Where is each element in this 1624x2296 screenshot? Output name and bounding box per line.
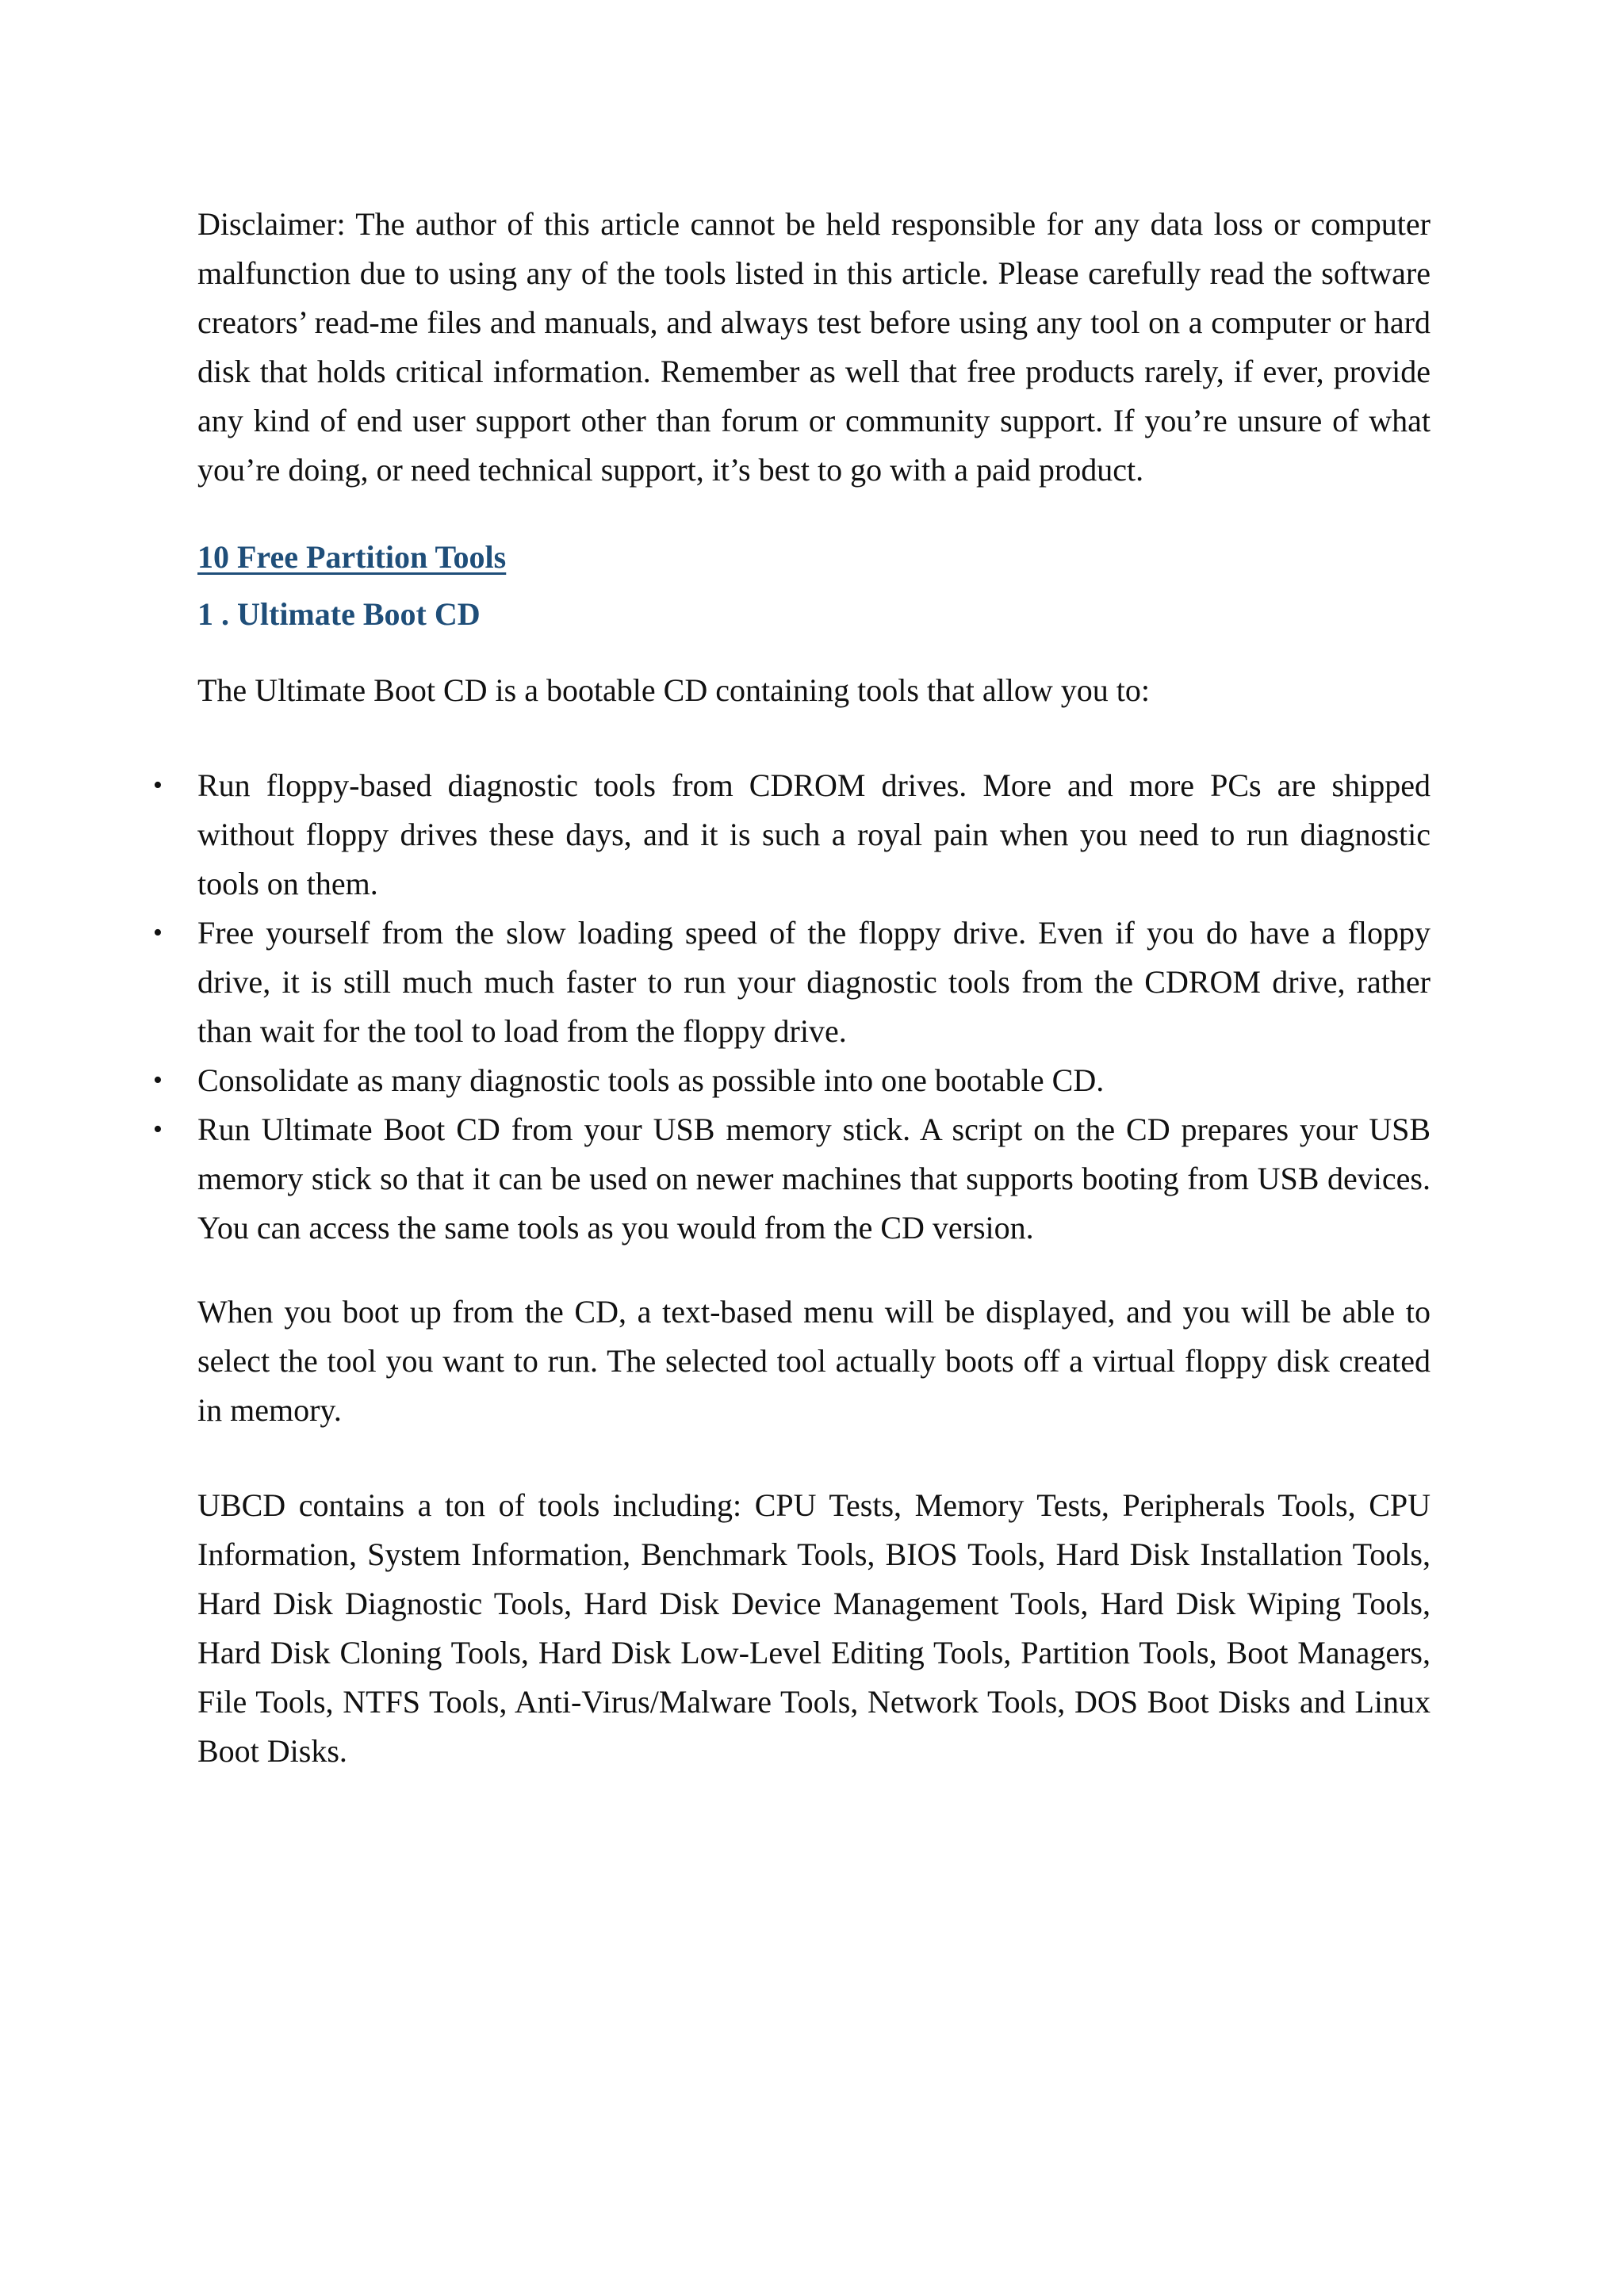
- ubcd-tools-paragraph: UBCD contains a ton of tools including: CPU Tests, Memory Tests, Peripherals Tools, CPU Information, System Information, Benchmark Tools, BIOS Tools, Hard Disk Installation Tools, Hard Disk Diagnostic Tools, Hard Disk Device Management Tools, Hard Disk Wiping Tools, Hard Disk Cloning Tools, Hard Disk Low-Level Editing Tools, Partition Tools, Boot Managers, File Tools, NTFS Tools, Anti-Virus/Malware Tools, Network Tools, DOS Boot Disks and Linux Boot Disks.: [197, 1487, 1431, 1769]
- section-title-link[interactable]: 10 Free Partition Tools: [197, 539, 507, 575]
- list-item-text: Run Ultimate Boot CD from your USB memory stick. A script on the CD prepares your USB memory stick so that it can be used on newer machines that supports booting from USB devices. You can access the same tools as you would from the CD version.: [197, 1112, 1431, 1246]
- list-item-text: Consolidate as many diagnostic tools as possible into one bootable CD.: [197, 1062, 1105, 1098]
- list-item: [153, 1056, 1431, 1105]
- bullet-icon: •: [153, 1115, 163, 1144]
- bullet-icon: •: [153, 918, 163, 947]
- boot-menu-paragraph: When you boot up from the CD, a text-based menu will be displayed, and you will be able to select the tool you want to run. The selected tool actually boots off a virtual floppy disk created in memory.: [197, 1294, 1431, 1428]
- list-item: [153, 909, 1431, 1056]
- article-body: [153, 200, 1431, 1776]
- list-item-text: Run floppy-based diagnostic tools from CDROM drives. More and more PCs are shipped without floppy drives these days, and it is such a royal pain when you need to run diagnostic tools on them.: [197, 767, 1431, 901]
- list-item: [153, 761, 1431, 909]
- bullet-icon: •: [153, 771, 163, 800]
- feature-list: [153, 761, 1431, 1253]
- disclaimer-paragraph: Disclaimer: The author of this article cannot be held responsible for any data loss or computer malfunction due to using any of the tools listed in this article. Please carefully read the software creators’ read-me files and manuals, and always test before using any tool on a computer or hard disk that holds critical information. Remember as well that free products rarely, if ever, provide any kind of end user support other than forum or community support. If you’re unsure of what you’re doing, or need technical support, it’s best to go with a paid product.: [197, 206, 1431, 488]
- bullet-icon: •: [153, 1066, 163, 1095]
- list-item-text: Free yourself from the slow loading speed of the floppy drive. Even if you do have a floppy drive, it is still much much faster to run your diagnostic tools from the CDROM drive, rather than wait for the tool to load from the floppy drive.: [197, 915, 1431, 1049]
- intro-paragraph: The Ultimate Boot CD is a bootable CD containing tools that allow you to:: [197, 672, 1150, 708]
- tool-heading: 1 . Ultimate Boot CD: [197, 596, 481, 632]
- list-item: [153, 1105, 1431, 1253]
